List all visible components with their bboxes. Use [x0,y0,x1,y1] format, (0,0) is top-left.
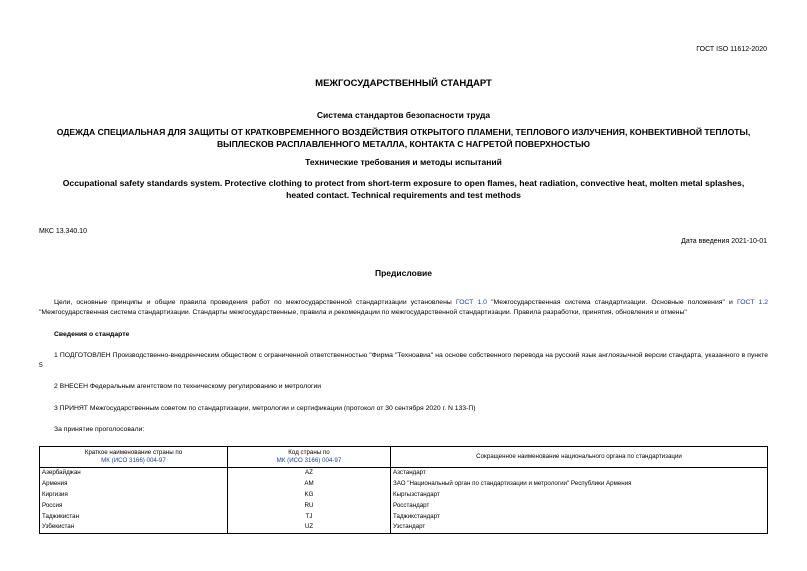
table-row [40,500,768,511]
standards-body: Азстандарт [391,468,768,479]
header-standards-body: Сокращенное наименование национального органа по стандартизации [391,447,768,468]
table-row [40,479,768,490]
table-row [40,468,768,479]
countries-table [39,446,768,534]
country-code: AM [228,479,391,490]
table-header-row [40,447,768,468]
standards-body: Росстандарт [391,500,768,511]
table-row [40,522,768,533]
country-name: Россия [40,500,228,511]
header-country-code [228,447,391,468]
mks-code: МКС 13.340.10 [39,228,87,235]
interstate-standard-heading: МЕЖГОСУДАРСТВЕННЫЙ СТАНДАРТ [315,78,492,89]
item-1-prepared: 1 ПОДГОТОВЛЕН Производственно-внедренческим обществом с ограниченной ответственностью "Фирма "Техноавиа" на основе собственного перевода на русский язык англоязычной версии стандарта, указанного в пункте 5 [39,352,768,369]
country-code: TJ [228,511,391,522]
gost-1-2-link[interactable]: ГОСТ 1.2 [736,299,769,306]
country-code: KG [228,490,391,501]
title-line-2: ВЫПЛЕСКОВ РАСПЛАВЛЕННОГО МЕТАЛЛА, КОНТАКТА С НАГРЕТОЙ ПОВЕРХНОСТЬЮ [216,139,591,149]
standards-system-heading: Система стандартов безопасности труда [316,110,491,120]
preface-paragraph [39,298,768,318]
standards-body: Узстандарт [391,522,768,533]
preface-text-b: "Межгосударственная система стандартизации. Основные положения" и [486,299,737,306]
document-title [30,126,777,150]
country-code: AZ [228,468,391,479]
country-name: Таджикистан [40,511,228,522]
country-name: Киргизия [40,490,228,501]
item-2-submitted: 2 ВНЕСЕН Федеральным агентством по техническому регулированию и метрологии [54,383,322,390]
country-name: Армения [40,479,228,490]
document-subtitle: Технические требования и методы испытаний [305,157,502,167]
about-standard-heading: Сведения о стандарте [54,331,130,338]
standards-body: ЗАО "Национальный орган по стандартизации и метрологии" Республики Армения [391,479,768,490]
mk-iso-3166-code-link[interactable]: МК (ИСО 3166) 004-97 [276,457,342,464]
header-country-name [40,447,228,468]
english-title-line-1: Occupational safety standards system. Protective clothing to protect from short-term exposure to open flames, heat radiation, convective heat, molten metal splashes, [62,178,745,188]
preface-text-a: Цели, основные принципы и общие правила проведения работ по межгосударственной стандартизации установлены [54,299,456,306]
item-3-adopted: 3 ПРИНЯТ Межгосударственным советом по стандартизации, метрологии и сертификации (протокол от 30 сентября 2020 г. N 133-П) [54,405,476,412]
preface-text-c: "Межгосударственная система стандартизации. Стандарты межгосударственные, правила и рекомендации по межгосударственной стандартизации. Правила разработки, принятия, обновления и отмены" [39,309,687,316]
country-name: Узбекистан [40,522,228,533]
standards-body: Кыргызстандарт [391,490,768,501]
effective-date: Дата введения 2021-10-01 [681,238,767,245]
english-title [30,177,777,201]
table-row [40,511,768,522]
country-code: RU [228,500,391,511]
mk-iso-3166-link[interactable]: МК (ИСО 3166) 004-97 [101,457,166,464]
country-name: Азербайджан [40,468,228,479]
standards-body: Таджикстандарт [391,511,768,522]
title-line-1: ОДЕЖДА СПЕЦИАЛЬНАЯ ДЛЯ ЗАЩИТЫ ОТ КРАТКОВРЕМЕННОГО ВОЗДЕЙСТВИЯ ОТКРЫТОГО ПЛАМЕНИ, ТЕПЛОВОГО ИЗЛУЧЕНИЯ, КОНВЕКТИВНОЙ ТЕПЛОТЫ, [56,127,751,137]
header-country-code-text: Код страны по [288,449,330,456]
preface-heading: Предисловие [374,268,433,278]
country-code: UZ [228,522,391,533]
header-country-name-text: Краткое наименование страны по [84,449,183,456]
english-title-line-2: heated contact. Technical requirements and test methods [286,190,521,200]
table-row [40,490,768,501]
voted-for-label: За принятие проголосовали: [54,426,145,433]
gost-1-0-link[interactable]: ГОСТ 1.0 [455,299,487,306]
document-id: ГОСТ ISO 11612-2020 [696,46,767,53]
